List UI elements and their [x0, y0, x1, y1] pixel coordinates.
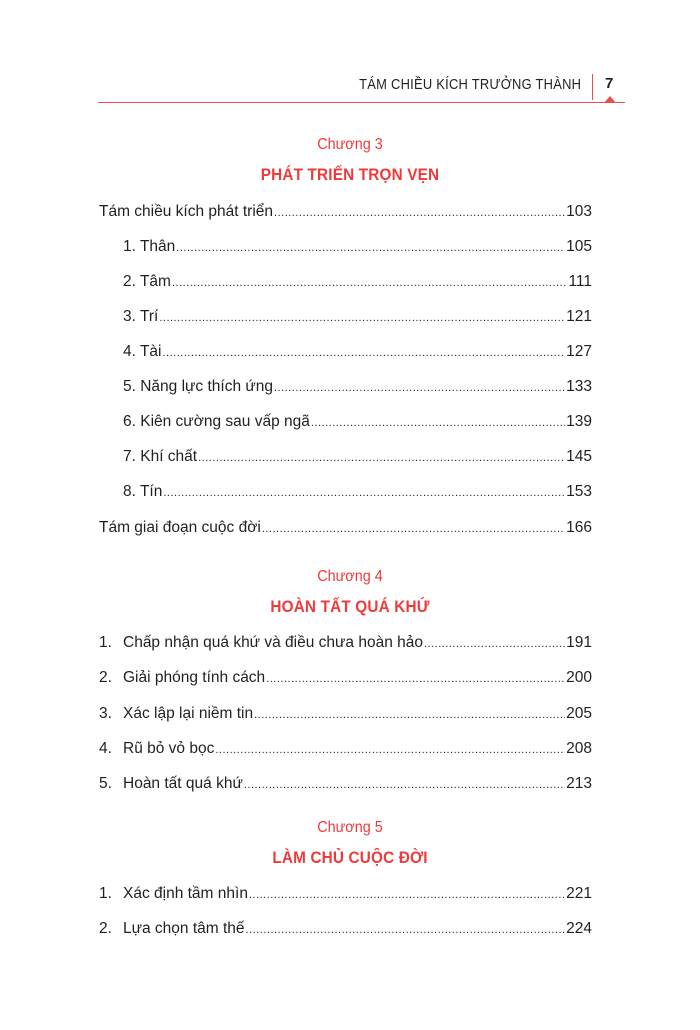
- toc-entry-page: 224: [566, 920, 592, 937]
- running-header: [98, 66, 625, 102]
- toc-entry-label: 5. Năng lực thích ứng: [123, 378, 273, 395]
- toc-entry-label: 6. Kiên cường sau vấp ngã: [123, 413, 310, 430]
- toc-entry[interactable]: [123, 411, 592, 433]
- toc-entry-label: Rũ bỏ vỏ bọc: [123, 740, 215, 757]
- toc-entry-label: Lựa chọn tâm thế: [123, 920, 245, 937]
- toc-entry-number: 2.: [99, 669, 112, 686]
- toc-entry-label: Tám chiều kích phát triển: [99, 203, 274, 220]
- chapter-title: HOÀN TẤT QUÁ KHỨ: [270, 597, 430, 616]
- toc-entry-page: 133: [566, 378, 592, 395]
- toc-entry-page: 200: [566, 669, 592, 686]
- chapter-label: Chương 3: [317, 136, 383, 153]
- toc-entry-number: 3.: [99, 705, 112, 722]
- toc-entry-label: 7. Khí chất: [123, 448, 198, 465]
- toc-entry[interactable]: [99, 703, 592, 725]
- toc-entry-page: 208: [566, 740, 592, 757]
- toc-entry-number: 5.: [99, 775, 112, 792]
- dot-leader: [163, 342, 566, 364]
- toc-entry[interactable]: [99, 667, 592, 689]
- toc-entry-label: Xác định tầm nhìn: [123, 885, 248, 902]
- chapter-title: PHÁT TRIỂN TRỌN VẸN: [260, 165, 440, 184]
- toc-entry-label: Hoàn tất quá khứ: [123, 775, 243, 792]
- toc-entry-label: 4. Tài: [123, 343, 162, 360]
- chapter-heading: [0, 136, 700, 185]
- toc-entry[interactable]: [99, 201, 592, 223]
- dot-leader: [198, 447, 565, 469]
- toc-entry-number: 2.: [99, 920, 112, 937]
- toc-entry-page: 153: [566, 483, 592, 500]
- dot-leader: [311, 412, 565, 434]
- toc-entry-page: 191: [566, 634, 592, 651]
- toc-entry-label: Tám giai đoạn cuộc đời: [99, 519, 261, 536]
- chapter-label: Chương 5: [317, 819, 383, 836]
- dot-leader: [266, 668, 565, 690]
- toc-entry-page: 127: [566, 343, 592, 360]
- toc-entry-page: 213: [566, 775, 592, 792]
- toc-entry-page: 139: [566, 413, 592, 430]
- toc-entry[interactable]: [123, 236, 592, 258]
- chapter-heading: [0, 568, 700, 617]
- toc-entry-label: 1. Thân: [123, 238, 176, 255]
- toc-entry-page: 166: [566, 519, 592, 536]
- toc-entry[interactable]: [99, 918, 592, 940]
- toc-entry[interactable]: [123, 341, 592, 363]
- header-divider: [592, 74, 593, 100]
- toc-entry[interactable]: [99, 738, 592, 760]
- dot-leader: [254, 704, 565, 726]
- toc-entry[interactable]: [123, 271, 592, 293]
- toc-entry[interactable]: [99, 632, 592, 654]
- toc-entry-page: 111: [568, 273, 592, 290]
- dot-leader: [262, 518, 565, 540]
- toc-entry-number: 1.: [99, 885, 112, 902]
- chapter-title: LÀM CHỦ CUỘC ĐỜI: [272, 848, 428, 867]
- toc-entry-page: 105: [566, 238, 592, 255]
- dot-leader: [176, 237, 565, 259]
- dot-leader: [215, 739, 565, 761]
- toc-entry[interactable]: [123, 481, 592, 503]
- toc-entry[interactable]: [123, 446, 592, 468]
- toc-entry-label: 2. Tâm: [123, 273, 171, 290]
- dot-leader: [163, 482, 565, 504]
- toc-entry[interactable]: [123, 376, 592, 398]
- dot-leader: [244, 774, 565, 796]
- toc-entry-label: 8. Tín: [123, 483, 163, 500]
- toc-entry-page: 221: [566, 885, 592, 902]
- dot-leader: [159, 307, 565, 329]
- dot-leader: [274, 377, 565, 399]
- chapter-heading: [0, 819, 700, 868]
- running-title: TÁM CHIỀU KÍCH TRƯỞNG THÀNH: [358, 76, 581, 93]
- page-number: 7: [605, 75, 614, 92]
- toc-entry[interactable]: [123, 306, 592, 328]
- toc-entry-number: 1.: [99, 634, 112, 651]
- toc-entry-page: 121: [566, 308, 592, 325]
- chapter-label: Chương 4: [317, 568, 383, 585]
- dot-leader: [424, 633, 565, 655]
- dot-leader: [172, 272, 567, 294]
- dot-leader: [246, 919, 566, 941]
- toc-entry[interactable]: [99, 883, 592, 905]
- toc-entry-label: Xác lập lại niềm tin: [123, 705, 254, 722]
- toc-entry-label: Giải phóng tính cách: [123, 669, 266, 686]
- toc-entry-label: Chấp nhận quá khứ và điều chưa hoàn hảo: [123, 634, 423, 651]
- toc-entry-page: 145: [566, 448, 592, 465]
- toc-entry[interactable]: [99, 773, 592, 795]
- toc-entry-number: 4.: [99, 740, 112, 757]
- toc-entry[interactable]: [99, 517, 592, 539]
- toc-entry-page: 103: [566, 203, 592, 220]
- header-notch-marker: [604, 96, 616, 103]
- dot-leader: [274, 202, 565, 224]
- header-rule: [98, 102, 625, 103]
- dot-leader: [249, 884, 565, 906]
- toc-entry-label: 3. Trí: [123, 308, 159, 325]
- toc-entry-page: 205: [566, 705, 592, 722]
